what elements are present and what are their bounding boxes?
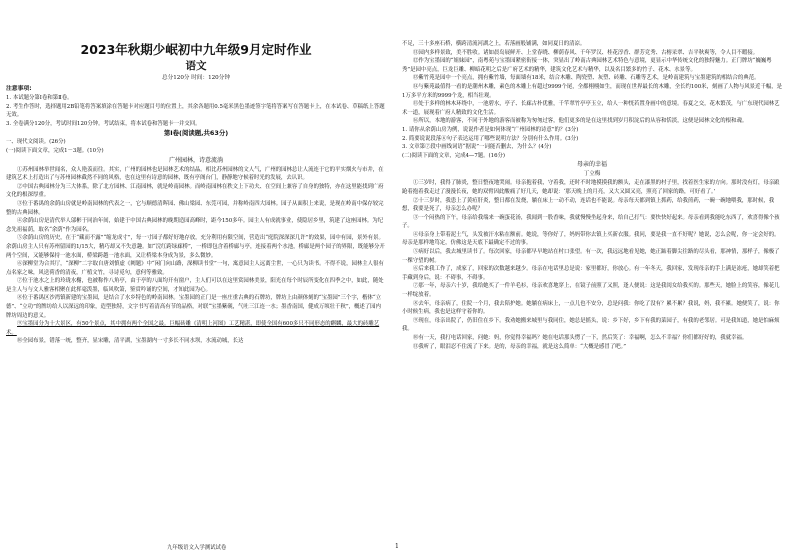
note-item: 2. 考生作答时，选择题用2B铅笔将答案填涂在答题卡对应题目号的位置上，其余各题用0.5毫米黑色墨迹签字笔将答案写在答题卡上，在本试卷、草稿纸上答题无效。 bbox=[6, 103, 385, 119]
note-item: 1. 本试题分第Ⅰ卷和第Ⅱ卷。 bbox=[6, 95, 73, 101]
story-paragraph: ⑤病好以后，我去城里读书了。每次回家，母亲都早早地站在村口张望。有一次，我远远地看见她，她正踮着脚尖往路的尽头看，那神情，那样子，像极了一棵守望的树。 bbox=[402, 249, 780, 264]
sub-heading: (二)阅读下面的文章，完成4—7题。(16分) bbox=[402, 152, 505, 159]
subject-title: 语文 bbox=[185, 60, 207, 72]
score-time-info: 总分120分 时间：120分钟 bbox=[162, 75, 230, 81]
right-column bbox=[402, 40, 782, 351]
notes-heading: 注意事项: bbox=[6, 86, 32, 92]
article-title: 广州园林，诗意流淌 bbox=[168, 156, 223, 164]
article-paragraph: ⑩全园布景，错落一统，整齐，显宋雕，清平湖，宝墨湖内一寸多长不同水坝，水流动城，长达 bbox=[17, 338, 244, 345]
article-paragraph: ⑥深柳堂为合其厅，“深柳”二字取自唐刘慎虚《阙题》中“闲门向山路，深柳读书堂”一句，寓意园主人远离尘世，一心只为读书。不得不说，园林主人很有点名家之味，风送荷香的清夜，广植文竹，寻诗觅句，意何等雅致。 bbox=[6, 261, 384, 276]
story-paragraph: ②十三岁时，我患上了黄疸肝炎，整日都在发烧，躺在床上一动不动，连话也不能说。母亲每天都到镇上抓药，给我煎药，一碗一碗地喂我，那时候，我想，我要是死了，母亲怎么办呢？ bbox=[402, 197, 775, 213]
article-paragraph: ⑨宝墨园分为十大景区，有50个景点，其中拥有两个全国之最。巨幅砖雕《清明上河图》工艺精湛，即使全国有600多只不同形态的麒麟，最大的砖雕艺术。 bbox=[6, 321, 380, 336]
story-paragraph: ⑥后来我工作了，成家了，回家的次数越来越少。母亲在电话里总是说：家里都好，你放心。有一年冬天，我回家，发现母亲的手上满是冻疮，她却笑着把手藏到身后，说：不碍事，不碍事。 bbox=[402, 266, 780, 281]
story-title: 母亲的幸福 bbox=[576, 161, 607, 169]
article-paragraph: ⑫作为宝墨园的“姐妹园”，南粤苑与宝墨园紧密衔接一体，突显出了岭南古典园林艺术特色与意境，更显示中华传统文化的独特魅力。正门牌坊“巍巍粤秀”是园中亮点，巨龙巨雕、柳暗花明之后是广府艺术的精华，建筑文化艺术与精华，以及名目繁多的竹子、花木、水景等。 bbox=[402, 58, 772, 73]
article-paragraph: ⑪园内多样景致，美不胜收。诸如晨岛展鲜开、上堂春晓、柳荫春风、千年罗汉、桂花淳香、群芳竞秀、古榕采翠、吉平秋爽等，令人目不暇接。 bbox=[413, 49, 759, 56]
story-paragraph: ⑨现在，母亲出院了，仍旧住在乡下。我劝她搬来城里与我同住，她总是摇头，说：乡下好，乡下有我的菜园子，有我的老邻居。可是我知道，她是怕麻烦我。 bbox=[402, 317, 780, 333]
article-paragraph: ②中国古典园林分为三大体系，除了北方园林、江南园林，就是岭南园林。而岭南园林在秩文上下功夫、在空间上兼容了自身的独特，亦在这里能找到广府文化的根深厚重。 bbox=[6, 183, 384, 199]
section-heading: 一、现代文阅读。(26分) bbox=[6, 139, 66, 146]
page-number: 1 bbox=[395, 543, 399, 550]
story-author: 丁立梅 bbox=[583, 171, 601, 178]
article-paragraph: ④余荫山房是清代举人邬彬于同治年间，始建于中国古典园林的晚期造园高峰时，距今150多年。园主人有成就事业，使隐居乡里，筑建了这座园林。为纪念先祖福荫，取名“余荫”作为园名。 bbox=[6, 218, 384, 233]
article-paragraph: ⑤余荫山房的历史，在于“藏而不露”“缩龙成寸”，每一寸园子都好好地存放，充分利用有限空间，营造出“庭院深深深几许”的效果，园中有园，景外有景。余荫山房主人只有苏州留园的1/15大，精巧却又不失意趣。如“浣红跨绿廊桥”，一桥即包含着桥廊与亭，连接着两个水池，桥廊是两个园子的界限，既能够分开两个空间，又能够保持一池水面，桥梁跨越一池水面，又让桥梁本身成为景，多么微妙。 bbox=[6, 235, 385, 259]
article-paragraph: ⑮处于多样的林木环绕中，一池碧水，亭子、长廊古朴优雅，千竿翠竹亭亭玉立，给人一种恍若置身画中的意境。春夏之交，花木繁茂，与广东现代园林艺术一道，展现着广府人精致的文化生活。 bbox=[402, 101, 780, 116]
note-item: 3. 全卷满分120分，考试时间120分钟。考试结束，将本试卷和答题卡一并交回。 bbox=[6, 120, 201, 127]
article-paragraph: ⑯所以，本地的游客，不同于外地的游客而被称为匆匆过客，他们更多的是在这里找到岁月积淀后的从容和恬淡，这便是园林文化的根和魂。 bbox=[413, 118, 748, 125]
article-paragraph: ③位于番禺的余荫山房就是岭南园林的代表之一，它与顺德清晖园、佛山梁园、东莞可园，并称岭南四大园林。园子从面积上来说，是现在岭南中保存较完整的古典园林。 bbox=[6, 200, 384, 216]
article-paragraph: ⑭与紫苑最值得一看的是潮州木雕，素色的木雕上有超过9999个尾，全都栩栩如生，而现在世界最长的木雕，全长约100米，刻画了人物与风景近千幅，是1万多平方米的9999个龙，相当壮观。 bbox=[402, 83, 783, 99]
story-paragraph: ④母亲身上带着泥土气，头发被汗水粘在额前。她说，等你好了，妈妈带你去镇上买新衣服。我问，要是我一直不好呢？她说，怎么会呢，你一定会好的。母亲是那样地笃定，仿佛这是天底下最确定不过的事。 bbox=[402, 231, 780, 247]
story-paragraph: ①三岁时，我得了肺炎，整日整夜地哭闹。母亲抱着我，守着我，还时不时地摸摸我的额头，走在漆黑的村子里，找着医生家的方向。那时没有灯，母亲踉跄着抱着我走过了漫漫长夜，她的双臂因此酸痛了好几天，她却说：‘那天晚上的月亮，又大又圆又亮，照亮了回家的路，可好看了。’ bbox=[402, 180, 780, 195]
article-paragraph: ⑬紫竹苑是园中一个亮点，拥有紫竹墙，每面墙有18米，结合木雕、陶瓷塑、灰塑、砖雕、石雕等艺术，是岭南建筑与宝墨建筑的相结合的典范。 bbox=[413, 75, 760, 82]
story-paragraph: ⑦那一年，母亲六十岁，我给她买了一件羊毛衫，母亲欢喜地穿上，在镜子前照了又照，逢人便说：这是我闺女给我买的。那些天，她脸上的笑容，像花儿一样绽放着。 bbox=[402, 283, 780, 299]
story-paragraph: ③一个闷热的下午，母亲给我端来一碗蛋花汤，我闻到一股香味，我就慢慢坐起身来，给自己打气：要快快好起来。母亲看到我能吃东西了，欢喜得像个孩子。 bbox=[402, 214, 780, 230]
exam-title: 2023年秋期少岷初中九年级9月定时作业 bbox=[80, 42, 312, 57]
story-paragraph: ⑧去年，母亲病了，住院一个月，我去陪护她。她躺在病床上，一点儿也不安分，总是问我：你吃了没有？累不累？我说，妈，我不累。她便笑了，说：你小时候生病，我也是这样守着你的。 bbox=[402, 300, 780, 316]
article-paragraph: 不足，三十多座石桥，横跨清流河湖之上，若落画般铺满，如同夏日的清凉。 bbox=[402, 41, 586, 47]
question: 3. 文章第⑦段中画线词语“据说”一词能否删去，为什么？(4分) bbox=[402, 144, 552, 151]
sub-heading: (一)阅读下面文章，完成1－3题。(10分) bbox=[6, 147, 104, 154]
article-paragraph: ⑦位于池水之上的玲珑水榭，也被称作八角亭，由于亭的八面均开有窗户，主人们可以在这里赏园林美景，阳光在每个时辰所变化在四季之中，如此，随处是主人与与文人雅客相聚在此挥毫泼墨，临风吹箫，鉴赏吟诵的空间，才知此园为心。 bbox=[6, 278, 384, 293]
part1-heading: 第Ⅰ卷(阅读题,共63分) bbox=[163, 129, 229, 138]
article-paragraph: ①苏州园林举世闻名，众人艳羡而往。其实，广州的园林也是园林艺术的结晶。相比苏州园林的文人气，广州的园林总让人流连于它的平实烟火与市井，在建筑艺术上打造出了与苏州园林截然不同的风格，也在这里有诗意的园林，既有亭阁台门，静静地守候着时光的发展，去认识。 bbox=[6, 166, 384, 182]
story-paragraph: ⑩有一天，我打电话回家，问她：妈，你觉得幸福吗？她在电话那头愣了一下，然后笑了：幸福啊，怎么不幸福？你们都好好的，我就幸福。 bbox=[413, 335, 748, 341]
question: 2. 简要说说段落⑥句子表达运用了哪些说明方法？分别有什么作用。(3分) bbox=[402, 135, 579, 142]
question: 1. 请你从余荫山房为例，说说作者是如何体现“广州园林的诗意”的？(3分) bbox=[402, 126, 579, 133]
left-column bbox=[6, 40, 386, 346]
article-paragraph: ⑧位于番禺区沙湾镇新建的宝墨园，是结合了水乡特色的岭南园林。宝墨园的正门是一座庄重古典的石牌坊，牌坊上由颜体刻的“宝墨园”三个字，楷体“立德”、“立功”的牌坊给人以深远的印象，造型独特，文字书写着清高有节的品格，对联“宝墨紫砚，气吐三江连一水；墨香南国，健成万顷壮千秋”，概述了园内牌坊周边的意义。 bbox=[6, 295, 382, 319]
story-paragraph: ⑪我听了，眼泪忍不住流了下来。是的，母亲的幸福，就是这么简单：“大概是感冒了吧。” bbox=[413, 343, 627, 350]
footer-label: 九年级语文入学测试试卷 bbox=[167, 545, 227, 551]
